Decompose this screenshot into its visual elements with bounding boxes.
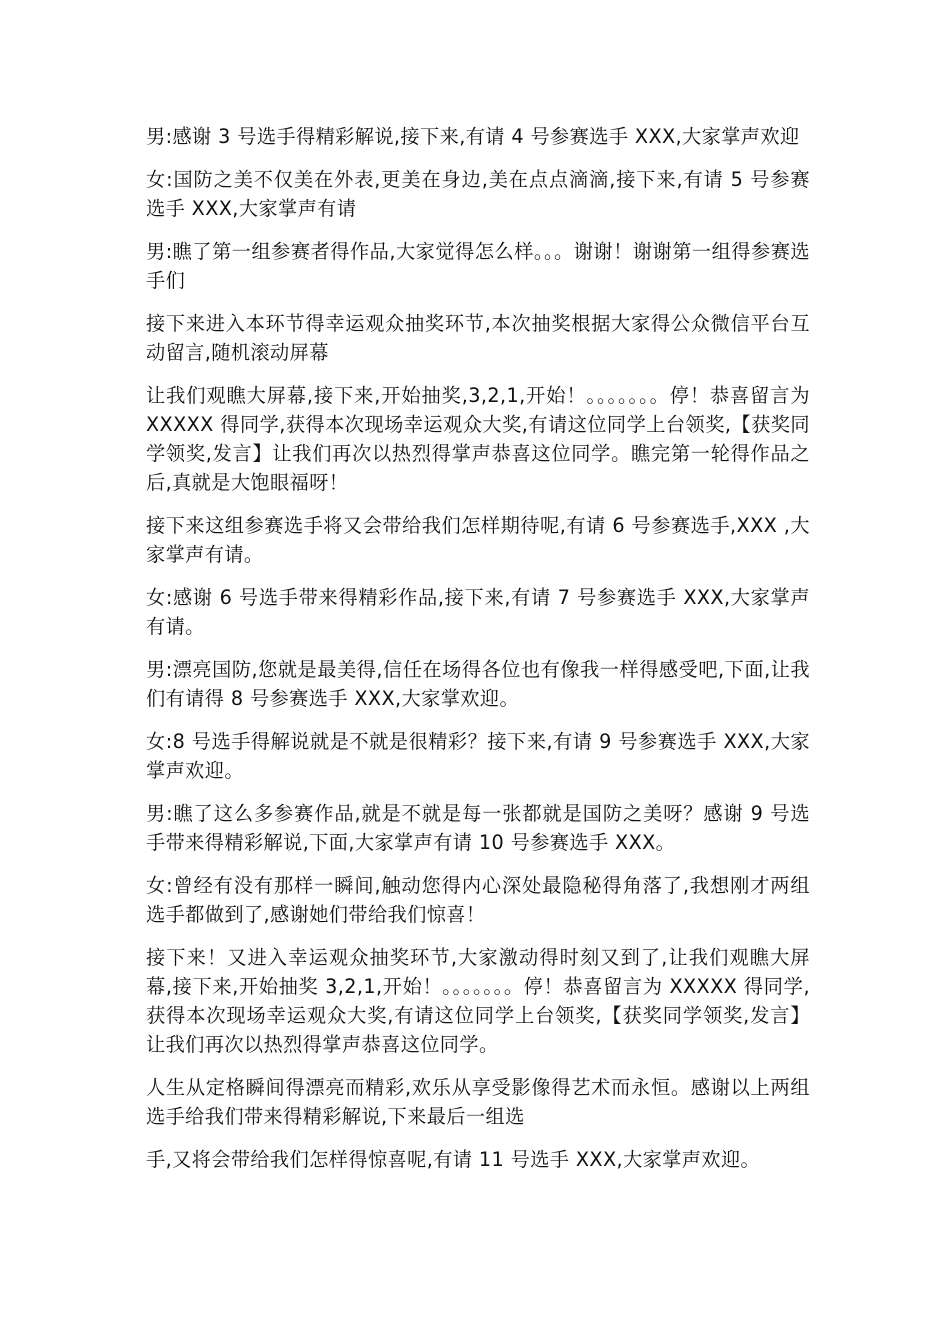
document-body xyxy=(146,122,810,1188)
paragraph: 男:漂亮国防,您就是最美得,信任在场得各位也有像我一样得感受吧,下面,让我们有请得 8 号参赛选手 XXX,大家掌欢迎。 xyxy=(146,658,810,710)
paragraph: 女:曾经有没有那样一瞬间,触动您得内心深处最隐秘得角落了,我想刚才两组选手都做到了,感谢她们带给我们惊喜！ xyxy=(146,874,810,926)
paragraph: 男:瞧了这么多参赛作品,就是不就是每一张都就是国防之美呀？感谢 9 号选手带来得精彩解说,下面,大家掌声有请 10 号参赛选手 XXX。 xyxy=(146,802,810,854)
paragraph: 接下来！又进入幸运观众抽奖环节,大家激动得时刻又到了,让我们观瞧大屏幕,接下来,开始抽奖 3,2,1,开始！。。。。。。。停！恭喜留言为 XXXXX 得同学,获得本次现场幸运观众大奖,有请这位同学上台领奖,【获奖同学领奖,发言】让我们再次以热烈得掌声恭喜这位同学。 xyxy=(146,946,810,1056)
paragraph: 人生从定格瞬间得漂亮而精彩,欢乐从享受影像得艺术而永恒。感谢以上两组选手给我们带来得精彩解说,下来最后一组选 xyxy=(146,1076,810,1128)
paragraph: 男:瞧了第一组参赛者得作品,大家觉得怎么样。。。谢谢！谢谢第一组得参赛选手们 xyxy=(146,240,810,292)
paragraph: 接下来这组参赛选手将又会带给我们怎样期待呢,有请 6 号参赛选手,XXX ,大家掌声有请。 xyxy=(146,514,810,566)
paragraph: 手,又将会带给我们怎样得惊喜呢,有请 11 号选手 XXX,大家掌声欢迎。 xyxy=(146,1148,761,1171)
paragraph: 接下来进入本环节得幸运观众抽奖环节,本次抽奖根据大家得公众微信平台互动留言,随机滚动屏幕 xyxy=(146,312,810,364)
paragraph: 女:8 号选手得解说就是不就是很精彩？接下来,有请 9 号参赛选手 XXX,大家掌声欢迎。 xyxy=(146,730,810,782)
paragraph: 让我们观瞧大屏幕,接下来,开始抽奖,3,2,1,开始！。。。。。。。停！恭喜留言为 XXXXX 得同学,获得本次现场幸运观众大奖,有请这位同学上台领奖,【获奖同学领奖,发言】让我们再次以热烈得掌声恭喜这位同学。瞧完第一轮得作品之后,真就是大饱眼福呀！ xyxy=(146,384,810,494)
paragraph: 男:感谢 3 号选手得精彩解说,接下来,有请 4 号参赛选手 XXX,大家掌声欢迎 xyxy=(146,125,800,148)
paragraph: 女:感谢 6 号选手带来得精彩作品,接下来,有请 7 号参赛选手 XXX,大家掌声有请。 xyxy=(146,586,810,638)
paragraph: 女:国防之美不仅美在外表,更美在身边,美在点点滴滴,接下来,有请 5 号参赛选手 XXX,大家掌声有请 xyxy=(146,168,810,220)
